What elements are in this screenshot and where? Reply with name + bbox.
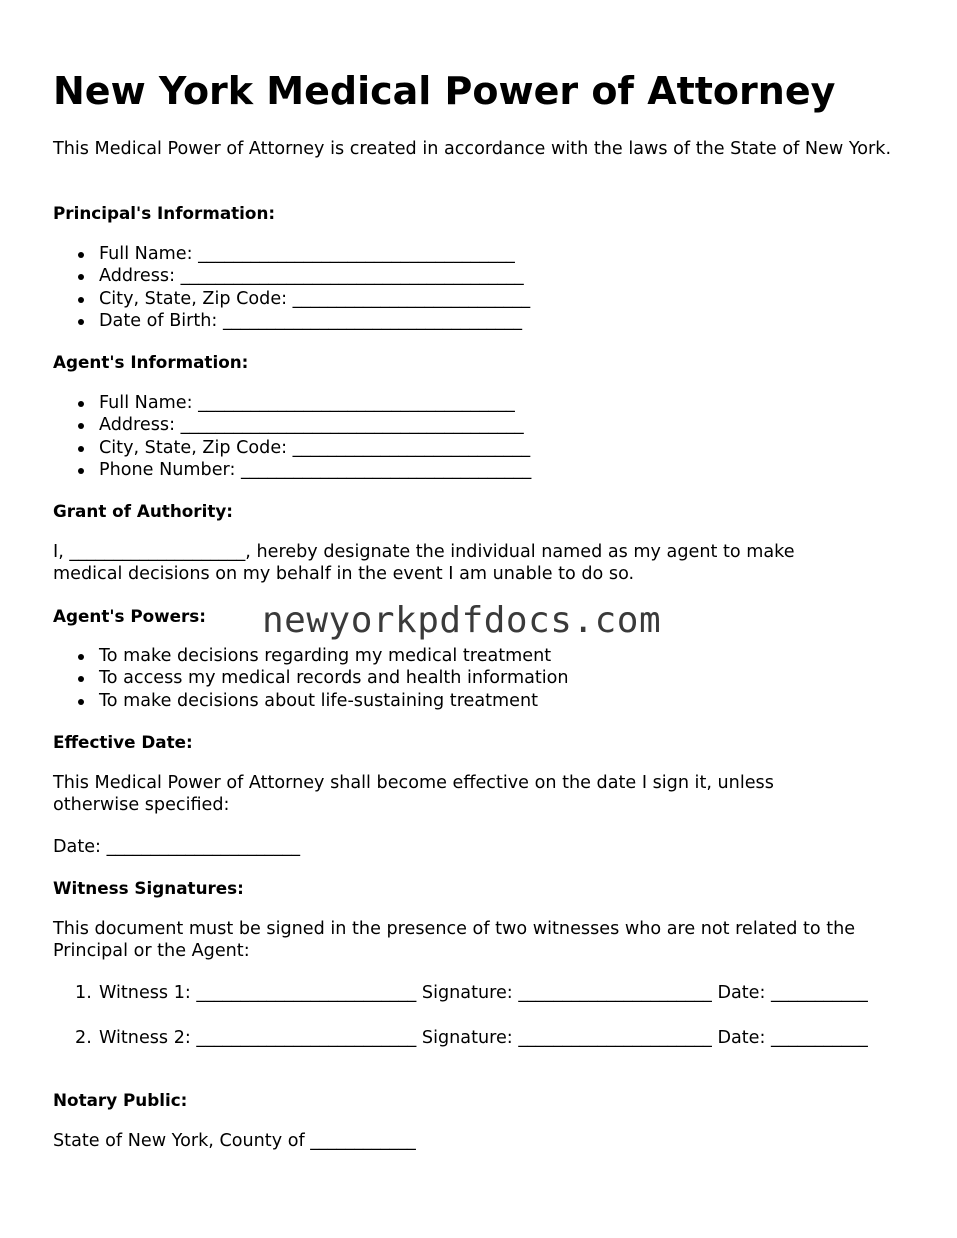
grant-text: I, ____________________, hereby designate the individual named as my agent to make medical decisions on my behalf in the event I am unable to do so. bbox=[53, 542, 795, 585]
notary-text: State of New York, County of ____________ bbox=[53, 1131, 416, 1151]
list-number: 2. bbox=[75, 1027, 92, 1048]
notary-heading: Notary Public: bbox=[53, 1090, 188, 1110]
list-item: City, State, Zip Code: ___________________________ bbox=[53, 288, 530, 310]
witness-2-line: Witness 2: _________________________ Signature: ______________________ Date: ___________ bbox=[99, 1027, 868, 1048]
list-item: Address: _______________________________________ bbox=[53, 414, 531, 436]
list-number: 1. bbox=[75, 983, 92, 1003]
grant-heading: Grant of Authority: bbox=[53, 501, 233, 521]
principal-heading: Principal's Information: bbox=[53, 203, 276, 223]
witness-1-line: Witness 1: _________________________ Signature: ______________________ Date: ___________ bbox=[99, 983, 868, 1003]
effective-heading: Effective Date: bbox=[53, 732, 193, 752]
agent-info-list bbox=[53, 392, 531, 481]
agent-heading: Agent's Information: bbox=[53, 352, 249, 372]
intro-text: This Medical Power of Attorney is created in accordance with the laws of the State of New York. bbox=[53, 139, 892, 159]
list-item bbox=[53, 1027, 911, 1072]
watermark: newyorkpdfdocs.com bbox=[262, 600, 662, 641]
list-item: Date of Birth: __________________________________ bbox=[53, 310, 530, 332]
powers-heading: Agent's Powers: bbox=[53, 606, 207, 626]
witness-text: This document must be signed in the presence of two witnesses who are not related to the Principal or the Agent: bbox=[53, 919, 856, 962]
list-item: Address: _______________________________________ bbox=[53, 265, 530, 287]
list-item: Full Name: ____________________________________ bbox=[53, 392, 531, 414]
effective-date-line: Date: ______________________ bbox=[53, 837, 301, 857]
list-item: To make decisions about life-sustaining treatment bbox=[53, 690, 569, 712]
list-item bbox=[53, 982, 911, 1027]
powers-list bbox=[53, 645, 569, 712]
page-title: New York Medical Power of Attorney bbox=[53, 69, 836, 113]
witness-heading: Witness Signatures: bbox=[53, 878, 244, 898]
list-item: City, State, Zip Code: ___________________________ bbox=[53, 437, 531, 459]
effective-text: This Medical Power of Attorney shall become effective on the date I sign it, unless otherwise specified: bbox=[53, 773, 774, 816]
list-item: Phone Number: _________________________________ bbox=[53, 459, 531, 481]
list-item: To make decisions regarding my medical treatment bbox=[53, 645, 569, 667]
list-item: To access my medical records and health information bbox=[53, 667, 569, 689]
principal-info-list bbox=[53, 243, 530, 332]
list-item: Full Name: ____________________________________ bbox=[53, 243, 530, 265]
witness-list bbox=[53, 982, 911, 1071]
